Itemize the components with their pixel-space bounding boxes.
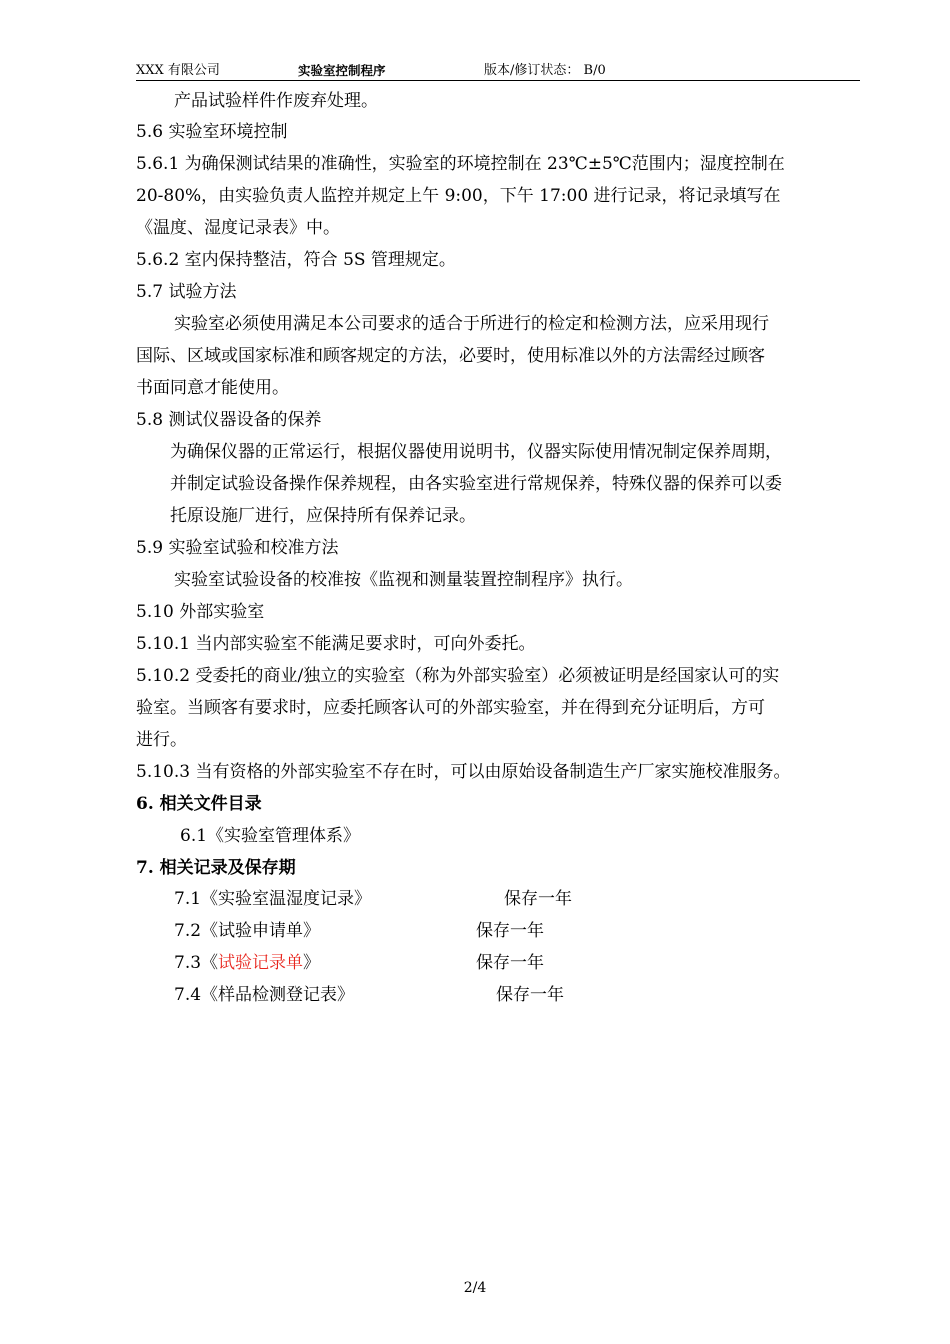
section-heading: 5.7 试验方法 bbox=[136, 282, 237, 302]
paragraph-line: 托原设施厂进行，应保持所有保养记录。 bbox=[170, 506, 476, 526]
section-heading: 5.8 测试仪器设备的保养 bbox=[136, 410, 322, 430]
paragraph-line: 进行。 bbox=[136, 730, 187, 750]
record-item: 7.2《试验申请单》 bbox=[174, 921, 321, 941]
record-number: 7.2《 bbox=[174, 921, 219, 941]
record-retention: 保存一年 bbox=[504, 889, 572, 909]
record-name: 试验申请单 bbox=[218, 921, 304, 941]
header-title: 实验室控制程序 bbox=[298, 63, 386, 78]
section-heading: 5.9 实验室试验和校准方法 bbox=[136, 538, 339, 558]
paragraph-line: 并制定试验设备操作保养规程，由各实验室进行常规保养，特殊仪器的保养可以委 bbox=[170, 474, 782, 494]
paragraph-line: 产品试验样件作废弃处理。 bbox=[174, 91, 378, 111]
section-heading: 5.6 实验室环境控制 bbox=[136, 122, 288, 142]
paragraph-line: 5.10.2 受委托的商业/独立的实验室（称为外部实验室）必须被证明是经国家认可的实 bbox=[136, 666, 780, 686]
page-number: 2/4 bbox=[463, 1280, 487, 1296]
paragraph-line: 国际、区域或国家标准和顾客规定的方法，必要时，使用标准以外的方法需经过顾客 bbox=[136, 346, 765, 366]
record-item: 7.3《试验记录单》 bbox=[174, 953, 321, 973]
section-heading: 5.10 外部实验室 bbox=[136, 602, 265, 622]
record-name: 样品检测登记表 bbox=[218, 985, 338, 1005]
record-retention: 保存一年 bbox=[476, 921, 544, 941]
record-item: 7.1《实验室温湿度记录》 bbox=[174, 889, 372, 909]
record-retention: 保存一年 bbox=[476, 953, 544, 973]
chapter-heading: 6. 相关文件目录 bbox=[136, 794, 262, 814]
document-reference: 6.1《实验室管理体系》 bbox=[180, 826, 361, 846]
chapter-heading: 7. 相关记录及保存期 bbox=[136, 858, 296, 878]
paragraph-line: 实验室试验设备的校准按《监视和测量装置控制程序》执行。 bbox=[174, 570, 633, 590]
paragraph-line: 5.10.1 当内部实验室不能满足要求时，可向外委托。 bbox=[136, 634, 536, 654]
record-name-link[interactable]: 试验记录单 bbox=[218, 953, 304, 973]
record-number: 7.4《 bbox=[174, 985, 219, 1005]
record-number: 7.1《 bbox=[174, 889, 219, 909]
paragraph-line: 书面同意才能使用。 bbox=[136, 378, 289, 398]
paragraph-line: 验室。当顾客有要求时，应委托顾客认可的外部实验室，并在得到充分证明后，方可 bbox=[136, 698, 765, 718]
record-item: 7.4《样品检测登记表》 bbox=[174, 985, 355, 1005]
paragraph-line: 实验室必须使用满足本公司要求的适合于所进行的检定和检测方法，应采用现行 bbox=[174, 314, 769, 334]
header-company: XXX 有限公司 bbox=[136, 63, 220, 78]
paragraph-line: 《温度、湿度记录表》中。 bbox=[136, 218, 340, 238]
paragraph-line: 20-80%，由实验负责人监控并规定上午 9:00，下午 17:00 进行记录，将记录填写在 bbox=[136, 186, 781, 206]
paragraph-line: 5.10.3 当有资格的外部实验室不存在时，可以由原始设备制造生产厂家实施校准服务。 bbox=[136, 762, 791, 782]
record-number: 7.3《 bbox=[174, 953, 219, 973]
paragraph-line: 5.6.2 室内保持整洁，符合 5S 管理规定。 bbox=[136, 250, 456, 270]
header-version: 版本/修订状态： B/0 bbox=[484, 63, 606, 78]
page-header bbox=[136, 62, 860, 81]
paragraph-line: 5.6.1 为确保测试结果的准确性，实验室的环境控制在 23℃±5℃范围内；湿度控制在 bbox=[136, 154, 785, 174]
record-name: 实验室温湿度记录 bbox=[218, 889, 355, 909]
paragraph-line: 为确保仪器的正常运行，根据仪器使用说明书，仪器实际使用情况制定保养周期， bbox=[170, 442, 782, 462]
record-retention: 保存一年 bbox=[496, 985, 564, 1005]
